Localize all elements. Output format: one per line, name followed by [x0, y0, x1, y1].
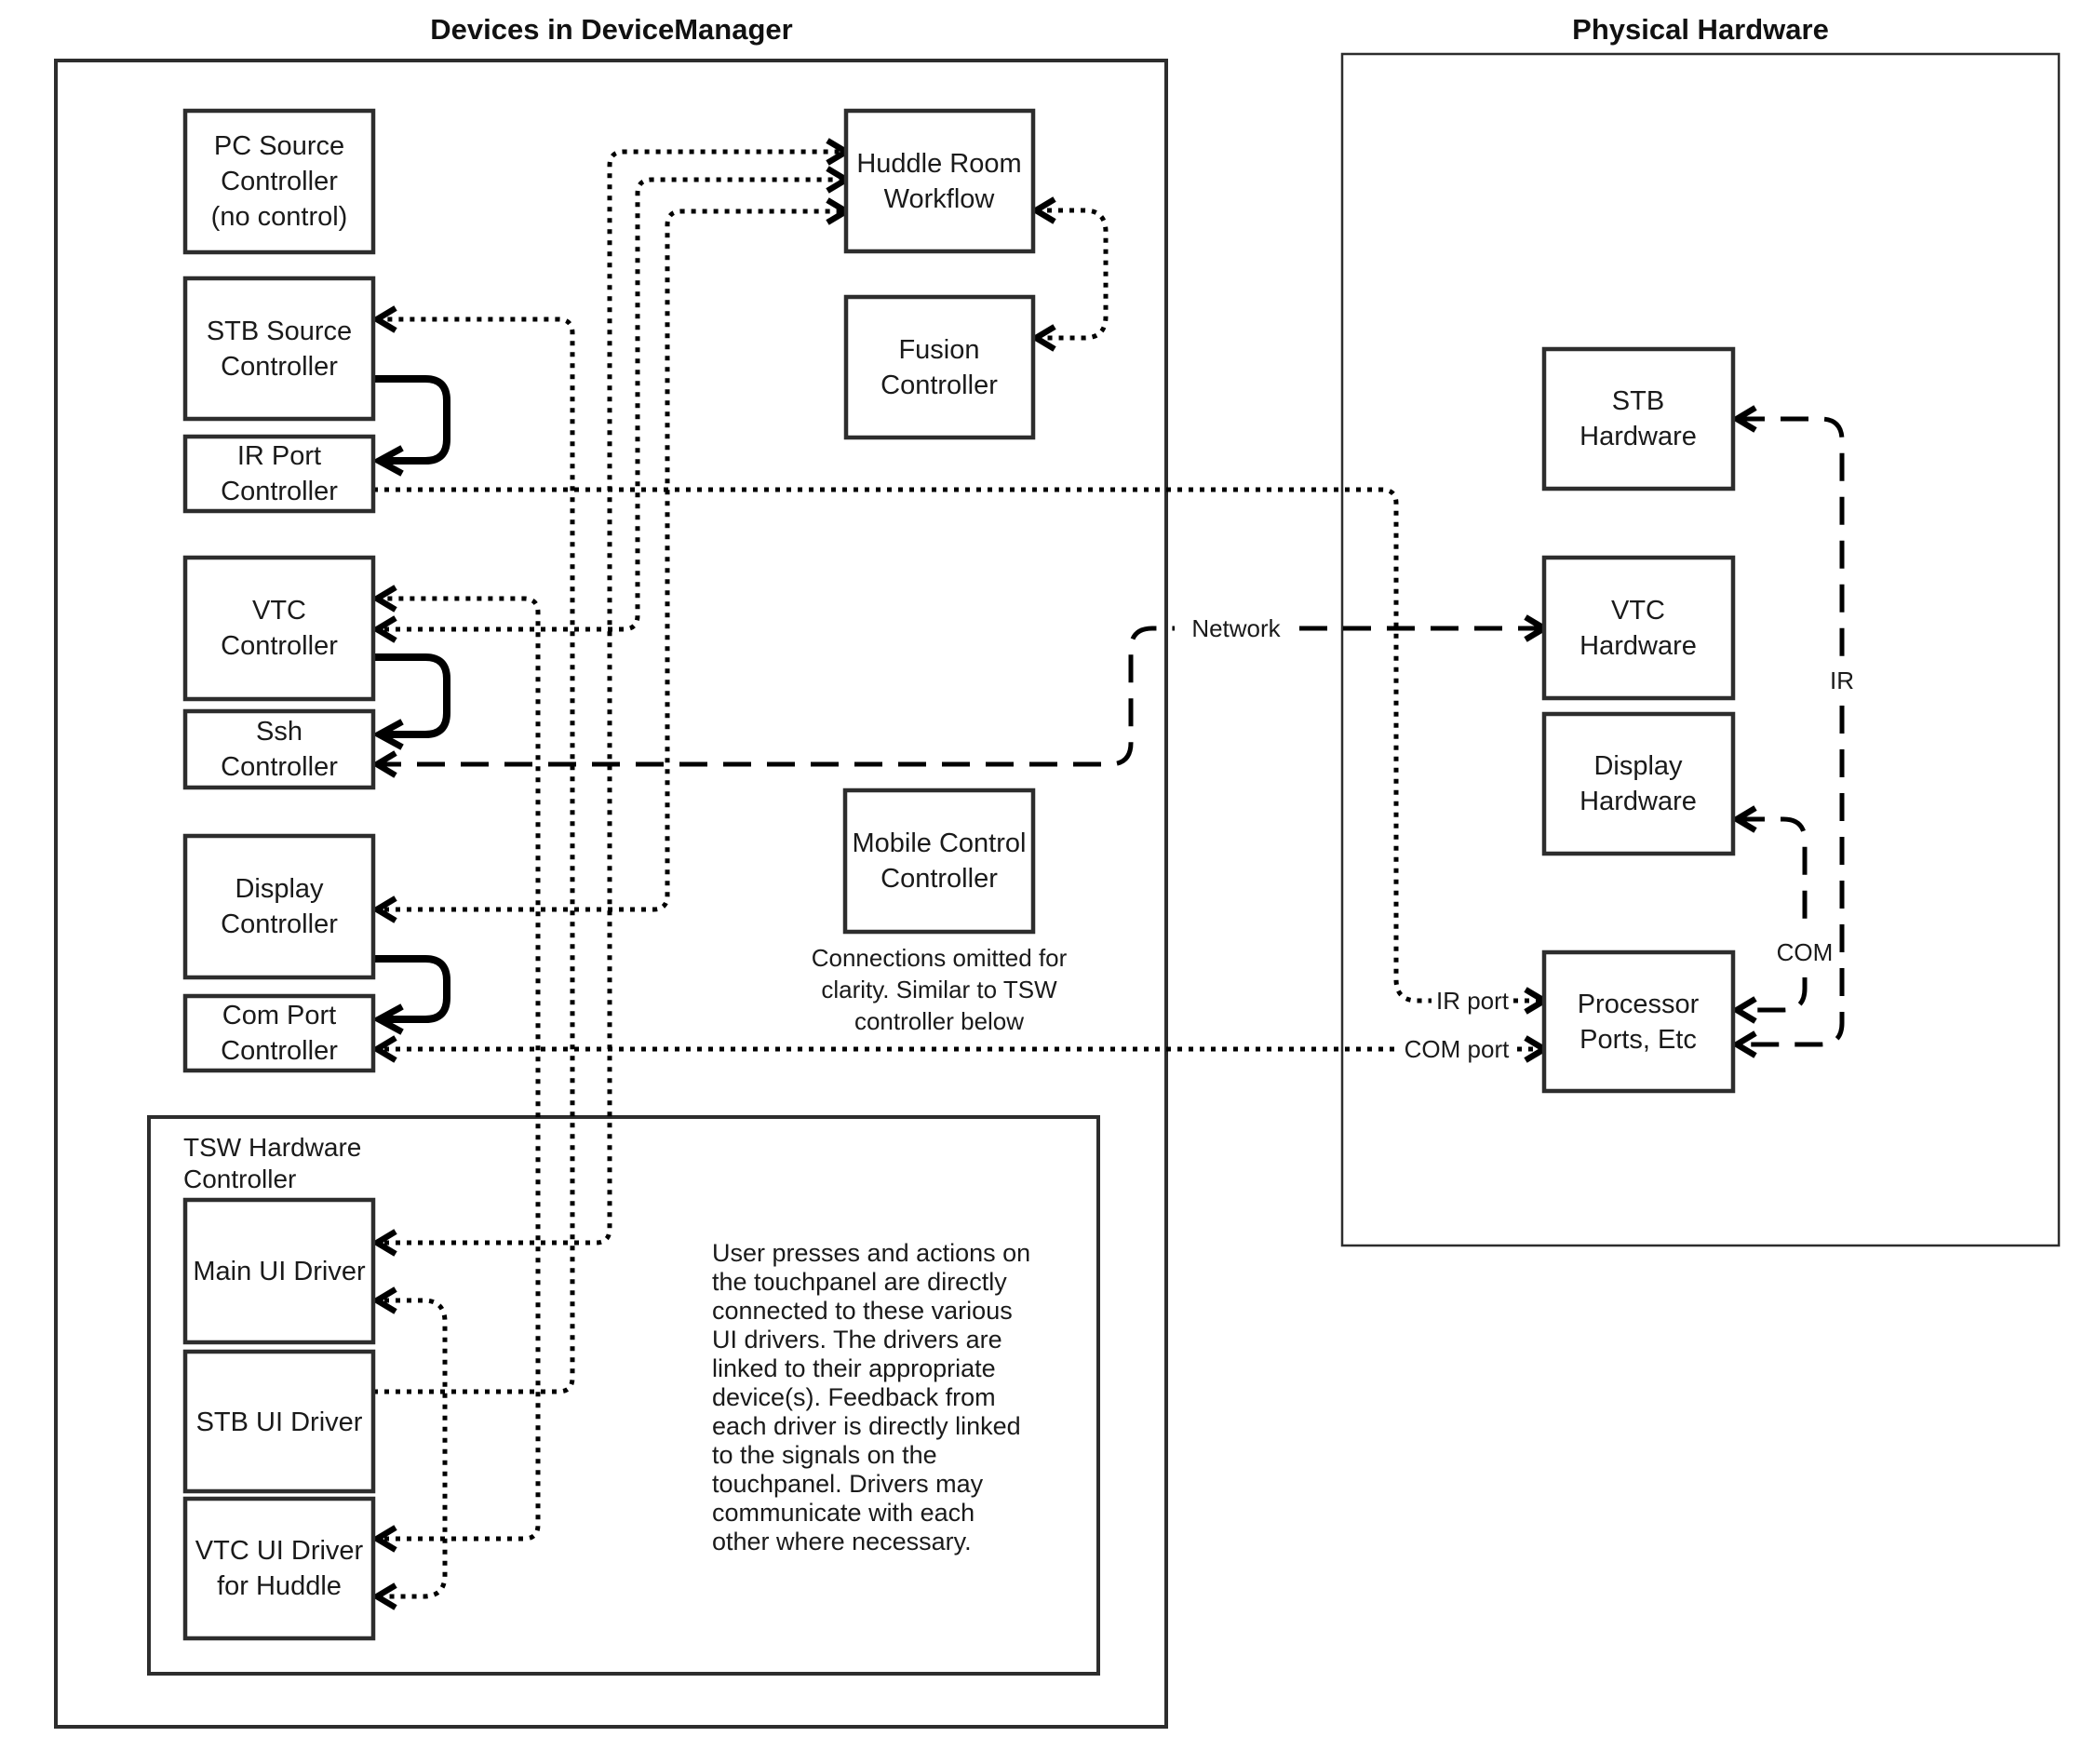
- vtc-hardware-box: [1544, 558, 1733, 698]
- edge-ir-lower: [1737, 706, 1842, 1044]
- vtc-label-1: VTC: [252, 596, 306, 626]
- stb-source-label-1: STB Source: [206, 316, 353, 346]
- display-hardware-label-1: Display: [1593, 751, 1683, 781]
- edge-vtc-ui-vtc-controller: [373, 599, 538, 1539]
- display-hardware-box: [1544, 714, 1733, 854]
- vtc-hardware-label-1: VTC: [1611, 596, 1665, 626]
- huddle-label-2: Workflow: [883, 184, 995, 214]
- arrowhead-into-stb-source: [377, 308, 396, 330]
- node-vtc-controller: [185, 558, 373, 699]
- tsw-note-line11: other where necessary.: [712, 1528, 972, 1555]
- vtc-hardware-label-2: Hardware: [1579, 631, 1697, 661]
- processor-ports-box: [1544, 952, 1733, 1091]
- com-edge-label: COM: [1776, 938, 1834, 966]
- edge-stb-source-ir-port: [373, 379, 447, 461]
- stb-source-controller-box: [185, 278, 373, 419]
- node-stb-hardware: [1544, 349, 1733, 489]
- stb-ui-driver-label: STB UI Driver: [195, 1407, 363, 1437]
- node-pc-source-controller: [185, 111, 373, 252]
- node-ssh-controller: [185, 711, 373, 788]
- display-hardware-label-2: Hardware: [1579, 787, 1697, 816]
- ir-port-label-1: IR Port: [236, 441, 322, 471]
- edge-huddle-fusion: [1036, 210, 1106, 338]
- edge-display-controller-huddle: [373, 211, 846, 909]
- pc-source-label-2: Controller: [221, 167, 338, 196]
- node-mobile-control-controller: [845, 790, 1033, 932]
- processor-ports-label-2: Ports, Etc: [1579, 1025, 1697, 1055]
- tsw-note-line10: communicate with each: [712, 1499, 975, 1527]
- tsw-note-line6: device(s). Feedback from: [712, 1383, 996, 1411]
- display-label-1: Display: [235, 874, 324, 904]
- vtc-ui-driver-label-2: for Huddle: [217, 1571, 342, 1601]
- ir-port-label-2: Controller: [221, 477, 338, 506]
- node-display-hardware: [1544, 714, 1733, 854]
- node-display-controller: [185, 836, 373, 977]
- tsw-note: [712, 1239, 1030, 1555]
- physical-hardware-title: Physical Hardware: [1572, 13, 1829, 46]
- huddle-label-1: Huddle Room: [856, 149, 1022, 179]
- arrowhead-into-vtc-1: [377, 587, 396, 610]
- node-vtc-hardware: [1544, 558, 1733, 698]
- fusion-controller-box: [846, 297, 1033, 438]
- tsw-note-line2: the touchpanel are directly: [712, 1268, 1007, 1296]
- node-processor-ports: [1544, 952, 1733, 1091]
- main-ui-driver-label: Main UI Driver: [193, 1257, 366, 1286]
- huddle-room-workflow-box: [846, 111, 1033, 251]
- processor-ports-label-1: Processor: [1577, 990, 1700, 1019]
- node-huddle-room-workflow: [846, 111, 1033, 251]
- vtc-label-2: Controller: [221, 631, 338, 661]
- ir-port-edge-label: IR port: [1435, 987, 1510, 1015]
- edge-vtc-ssh: [373, 657, 447, 734]
- display-label-2: Controller: [221, 909, 338, 939]
- pc-source-label-3: (no control): [210, 202, 348, 232]
- tsw-note-line1: User presses and actions on: [712, 1239, 1031, 1267]
- mobile-control-controller-box: [845, 790, 1033, 932]
- tsw-note-line3: connected to these various: [712, 1297, 1013, 1325]
- display-controller-box: [185, 836, 373, 977]
- node-fusion-controller: [846, 297, 1033, 438]
- mobile-label-1: Mobile Control: [852, 828, 1027, 858]
- network-edge-label: Network: [1191, 614, 1281, 642]
- node-ir-port-controller: [185, 437, 373, 511]
- stb-source-label-2: Controller: [221, 352, 338, 382]
- stb-hardware-label-1: STB: [1611, 386, 1665, 416]
- ssh-label-2: Controller: [221, 752, 338, 782]
- edge-main-ui-vtc-ui: [373, 1300, 445, 1596]
- tsw-note-line5: linked to their appropriate: [712, 1354, 996, 1382]
- node-vtc-ui-driver: [185, 1499, 373, 1638]
- stb-hardware-label-2: Hardware: [1579, 422, 1697, 451]
- edge-network-left: [373, 628, 1175, 764]
- tsw-note-line8: to the signals on the: [712, 1441, 937, 1469]
- mobile-label-2: Controller: [880, 864, 998, 894]
- edge-stb-ui-stb-source: [373, 319, 572, 1392]
- node-stb-source-controller: [185, 278, 373, 419]
- mobile-note-line2: clarity. Similar to TSW: [821, 976, 1057, 1003]
- node-com-port-controller: [185, 996, 373, 1071]
- edge-display-com-port: [373, 959, 447, 1019]
- tsw-note-line7: each driver is directly linked: [712, 1412, 1021, 1440]
- com-port-label-1: Com Port: [222, 1001, 337, 1030]
- mobile-note-line3: controller below: [854, 1007, 1025, 1035]
- fusion-label-2: Controller: [880, 370, 998, 400]
- tsw-note-line4: UI drivers. The drivers are: [712, 1326, 1002, 1353]
- mobile-note: [812, 944, 1068, 1035]
- tsw-container-label-line2: Controller: [183, 1165, 297, 1193]
- edge-com-upper: [1737, 819, 1805, 929]
- mobile-note-line1: Connections omitted for: [811, 944, 1068, 972]
- ir-edge-label: IR: [1830, 667, 1854, 694]
- node-stb-ui-driver: [185, 1352, 373, 1491]
- ssh-label-1: Ssh: [256, 717, 302, 747]
- devicemanager-title: Devices in DeviceManager: [430, 13, 793, 46]
- vtc-ui-driver-label-1: VTC UI Driver: [195, 1536, 364, 1566]
- edge-ir-upper: [1737, 419, 1842, 657]
- tsw-container-label-line1: TSW Hardware: [183, 1133, 362, 1162]
- tsw-note-line9: touchpanel. Drivers may: [712, 1470, 984, 1498]
- com-port-edge-label: COM port: [1404, 1035, 1510, 1063]
- pc-source-label-1: PC Source: [213, 131, 345, 161]
- vtc-ui-driver-box: [185, 1499, 373, 1638]
- fusion-label-1: Fusion: [898, 335, 980, 365]
- solid-edges: [373, 379, 447, 1019]
- vtc-controller-box: [185, 558, 373, 699]
- node-main-ui-driver: [185, 1200, 373, 1342]
- com-port-label-2: Controller: [221, 1036, 338, 1066]
- stb-hardware-box: [1544, 349, 1733, 489]
- arrowhead-com-into-processor: [1737, 999, 1755, 1021]
